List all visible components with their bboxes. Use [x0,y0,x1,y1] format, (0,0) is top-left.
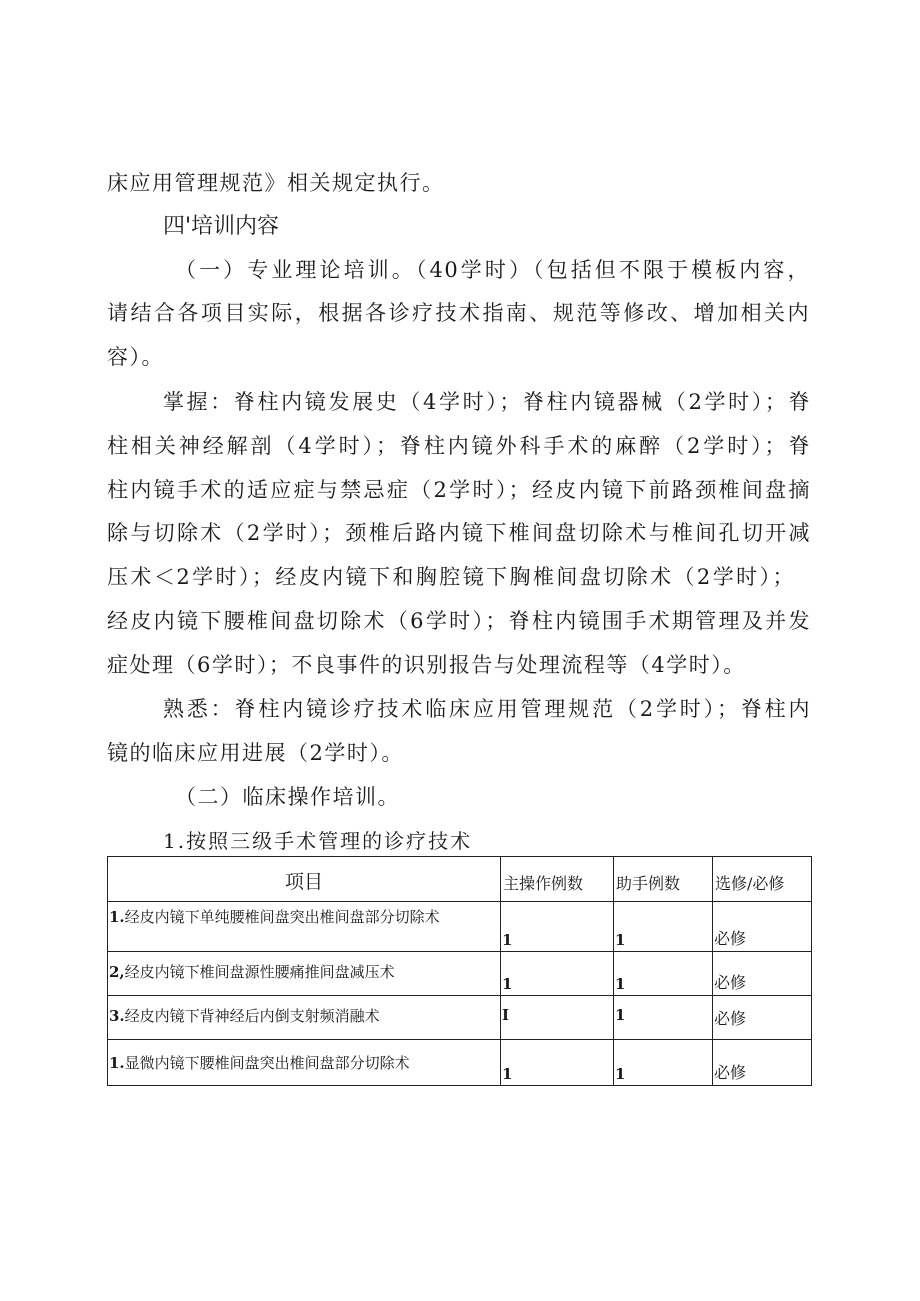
subsection-heading: （二）临床操作培训。 [175,785,400,809]
row-main-cases [501,996,614,1040]
row-name [108,902,501,952]
row-required [713,952,812,996]
row-assistant-cases [614,902,713,952]
paragraph-line: （一）专业理论培训。（40学时）（包括但不限于模板内容， [175,258,810,282]
paragraph-line: 柱相关神经解剖（4学时）；脊柱内镜外科手术的麻醉（2学时）；脊 [107,434,811,458]
required-value: 必修 [714,1063,747,1082]
section-heading: 四'培训内容 [163,214,280,239]
main-cases-value: 1 [502,975,513,993]
paragraph-line: 熟悉：脊柱内镜诊疗技术临床应用管理规范（2学时）；脊柱内 [163,697,811,721]
row-number: 1. [109,908,125,926]
main-cases-value: 1 [502,931,513,949]
assistant-cases-value: 1 [615,1065,626,1083]
paragraph-line: 除与切除术（2学时）；颈椎后路内镜下椎间盘切除术与椎间孔切开减 [107,521,811,545]
paragraph-line: 压术＜2学时）；经皮内镜下和胸腔镜下胸椎间盘切除术（2学时）； [107,565,795,589]
paragraph-line: 症处理（6学时）；不良事件的识别报告与处理流程等（4学时）。 [107,653,746,677]
row-main-cases [501,952,614,996]
table-row [108,902,812,952]
table-row [108,996,812,1040]
row-name [108,996,501,1040]
header-required: 选修/必修 [713,857,812,902]
row-label: 经皮内镜下背神经后内倒支射频消融术 [124,1007,380,1025]
row-name [108,952,501,996]
main-cases-value: I [502,1006,510,1024]
row-required [713,1040,812,1086]
row-main-cases [501,1040,614,1086]
paragraph-line: 床应用管理规范》相关规定执行。 [107,171,445,195]
paragraph-line: 掌握：脊柱内镜发展史（4学时）；脊柱内镜器械（2学时）；脊 [163,390,811,414]
required-value: 必修 [714,929,747,948]
row-main-cases [501,902,614,952]
paragraph-line: 柱内镜手术的适应症与禁忌症（2学时）；经皮内镜下前路颈椎间盘摘 [107,478,811,502]
row-number: 1. [109,1054,125,1072]
assistant-cases-value: 1 [615,931,626,949]
header-main-cases: 主操作例数 [501,857,614,902]
assistant-cases-value: 1 [615,1006,626,1024]
header-assistant-cases: 助手例数 [614,857,713,902]
row-label: 经皮内镜下单纯腰椎间盘突出椎间盘部分切除术 [124,908,440,926]
paragraph-line: 经皮内镜下腰椎间盘切除术（6学时）；脊柱内镜围手术期管理及并发 [107,609,811,633]
row-assistant-cases [614,996,713,1040]
row-number: 3. [109,1007,125,1025]
row-label: 经皮内镜下椎间盘源性腰痛推间盘减压术 [124,963,395,981]
table-row [108,1040,812,1086]
assistant-cases-value: 1 [615,975,626,993]
header-project: 项目 [108,857,501,902]
row-required [713,902,812,952]
row-number: 2, [109,963,125,981]
paragraph-line: 请结合各项目实际，根据各诊疗技术指南、规范等修改、增加相关内 [107,301,810,325]
table-row [108,952,812,996]
row-label: 显微内镜下腰椎间盘突出椎间盘部分切除术 [124,1054,410,1072]
row-assistant-cases [614,1040,713,1086]
table-header-row [108,857,812,902]
row-required [713,996,812,1040]
row-name [108,1040,501,1086]
main-cases-value: 1 [502,1065,513,1083]
paragraph-line: 容）。 [107,345,164,369]
paragraph-line: 镜的临床应用进展（2学时）。 [107,741,404,765]
required-value: 必修 [714,1009,747,1028]
row-assistant-cases [614,952,713,996]
surgery-table [107,856,812,1086]
required-value: 必修 [714,973,747,992]
table-caption: 1.按照三级手术管理的诊疗技术 [163,829,473,853]
